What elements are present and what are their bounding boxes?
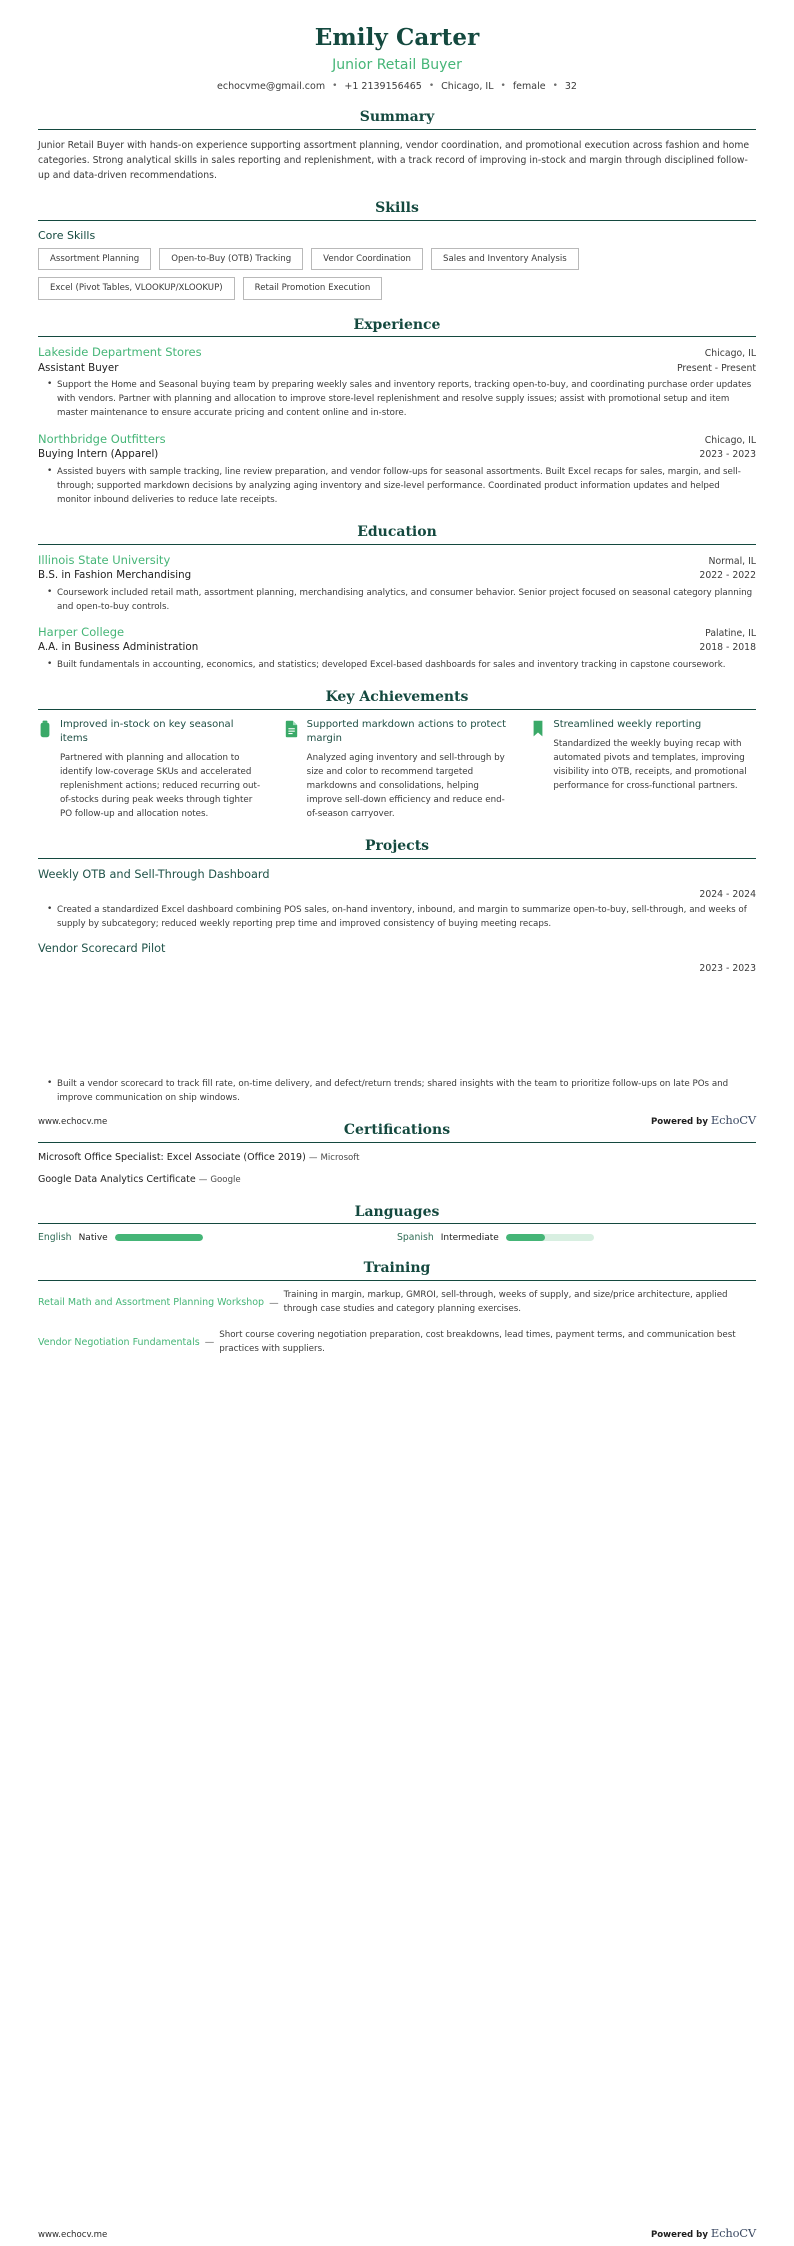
language-item	[397, 1232, 756, 1243]
footer-powered-by-label: Powered by	[650, 2230, 708, 2240]
experience-location: Chicago, IL	[704, 348, 756, 360]
battery-icon	[38, 720, 52, 738]
experience-location: Chicago, IL	[704, 434, 756, 446]
education-institution: Illinois State University	[38, 552, 171, 567]
achievement-title: Streamlined weekly reporting	[553, 718, 702, 730]
project-bullet-list	[38, 1077, 756, 1105]
experience-role: Assistant Buyer	[38, 361, 119, 374]
training-item	[38, 1329, 756, 1357]
candidate-name: Emily Carter	[314, 24, 480, 51]
section-divider	[38, 336, 756, 337]
language-proficiency-bar	[506, 1234, 594, 1241]
project-bullet: • Created a standardized Excel dashboard combining POS sales, on-hand inventory, inbound, and margin to summarize open-to-buy, sell-through, and weeks of supply by subcategory; reduced weekly reporting prep time and improved consistency of buying meeting recaps.	[49, 903, 756, 931]
contact-line	[38, 81, 756, 92]
training-dash: —	[269, 1297, 279, 1309]
section-divider	[38, 1280, 756, 1281]
achievement-item	[285, 718, 510, 822]
education-entry	[38, 553, 756, 614]
project-title: Weekly OTB and Sell-Through Dashboard	[38, 868, 270, 882]
certification-item	[38, 1173, 756, 1186]
skills-group-title: Core Skills	[38, 228, 96, 242]
section-title-projects: Projects	[364, 838, 430, 855]
section-divider	[38, 1223, 756, 1224]
training-description: Training in margin, markup, GMROI, sell-through, weeks of supply, and size/price architecture, applied through case studies and category planning exercises.	[283, 1290, 728, 1315]
education-location: Palatine, IL	[705, 627, 756, 639]
training-description: Short course covering negotiation preparation, cost breakdowns, lead times, payment terms, and communication best practices with suppliers.	[219, 1329, 736, 1354]
project-entry	[38, 941, 756, 1105]
education-degree: B.S. in Fashion Merchandising	[38, 569, 192, 582]
page-footer	[38, 2226, 756, 2240]
section-title-summary: Summary	[359, 108, 435, 125]
education-bullet-list	[38, 658, 756, 672]
training-item	[38, 1289, 756, 1317]
certification-name: Microsoft Office Specialist: Excel Associate (Office 2019)	[38, 1151, 306, 1163]
contact-email[interactable]: echocvme@gmail.com	[217, 80, 326, 92]
experience-entry	[38, 345, 756, 420]
experience-organization: Lakeside Department Stores	[38, 345, 202, 360]
section-title-achievements: Key Achievements	[325, 688, 469, 705]
project-bullet: • Built a vendor scorecard to track fill rate, on-time delivery, and defect/return trends; shared insights with the team to prioritize follow-ups on late POs and improve communication on ship windows.	[49, 1077, 756, 1105]
footer-website[interactable]: www.echocv.me	[38, 2230, 108, 2240]
section-title-experience: Experience	[353, 316, 441, 333]
contact-gender: female	[512, 80, 546, 92]
footer-brand-name: EchoCV	[710, 1113, 756, 1127]
experience-bullet: • Support the Home and Seasonal buying team by preparing weekly sales and inventory reports, tracking open-to-buy, and coordinating purchase order updates with vendors. Partner with planning and allocation to improve store-level replenishment and resolve supply issues; assist with promotional setup and item master maintenance to ensure accurate pricing and content online and in-store.	[49, 378, 756, 420]
certification-dash: —	[308, 1152, 318, 1163]
section-title-skills: Skills	[375, 199, 419, 216]
footer-website[interactable]: www.echocv.me	[38, 1117, 108, 1127]
section-languages	[38, 1204, 756, 1244]
section-divider	[38, 1142, 756, 1143]
language-name: English	[38, 1232, 72, 1244]
section-divider	[38, 220, 756, 221]
project-dates: 2024 - 2024	[699, 888, 756, 900]
section-divider	[38, 129, 756, 130]
section-key-achievements	[38, 689, 756, 822]
resume-header	[38, 0, 756, 92]
contact-separator-icon: •	[552, 81, 558, 92]
footer-branding	[651, 2226, 756, 2240]
experience-dates: Present - Present	[676, 362, 756, 374]
achievement-title: Improved in-stock on key seasonal items	[60, 718, 234, 744]
section-divider	[38, 858, 756, 859]
certification-issuer: Microsoft	[320, 1152, 360, 1163]
achievement-list	[38, 718, 756, 822]
skill-chip[interactable]: Sales and Inventory Analysis	[431, 248, 579, 270]
education-location: Normal, IL	[708, 555, 756, 567]
page-break-spacer	[38, 974, 756, 1074]
section-education	[38, 524, 756, 672]
achievement-item	[38, 718, 263, 822]
certification-dash: —	[198, 1175, 208, 1186]
candidate-title: Junior Retail Buyer	[332, 56, 462, 73]
education-bullet-list	[38, 586, 756, 614]
bookmark-icon	[531, 720, 545, 738]
skill-chip[interactable]: Retail Promotion Execution	[243, 277, 383, 299]
project-bullet-list	[38, 903, 756, 931]
achievement-item	[531, 718, 756, 794]
section-projects	[38, 838, 756, 1105]
section-title-certifications: Certifications	[343, 1122, 451, 1139]
section-experience	[38, 317, 756, 507]
section-title-education: Education	[357, 523, 437, 540]
skill-chip[interactable]: Excel (Pivot Tables, VLOOKUP/XLOOKUP)	[38, 277, 235, 299]
language-name: Spanish	[397, 1232, 434, 1244]
section-title-languages: Languages	[354, 1203, 440, 1220]
education-bullet: • Built fundamentals in accounting, economics, and statistics; developed Excel-based dashboards for sales and inventory tracking in capstone coursework.	[49, 658, 756, 672]
section-divider	[38, 709, 756, 710]
language-proficiency-bar	[115, 1234, 203, 1241]
footer-powered-by-label: Powered by	[650, 1117, 708, 1127]
summary-text: Junior Retail Buyer with hands-on experience supporting assortment planning, vendor coordination, and promotional execution across fashion and home categories. Strong analytical skills in sales reporting and replenishment, with a track record of improving in-stock and margin through disciplined follow-up and data-driven recommendations.	[38, 139, 750, 181]
training-dash: —	[204, 1337, 215, 1349]
skill-chip[interactable]: Assortment Planning	[38, 248, 151, 270]
contact-separator-icon: •	[332, 81, 338, 92]
education-dates: 2018 - 2018	[699, 642, 756, 654]
experience-dates: 2023 - 2023	[699, 449, 756, 461]
experience-organization: Northbridge Outfitters	[38, 431, 166, 446]
achievement-title: Supported markdown actions to protect margin	[306, 718, 507, 744]
project-entry	[38, 867, 756, 931]
section-summary	[38, 109, 756, 183]
project-title: Vendor Scorecard Pilot	[38, 942, 166, 956]
education-institution: Harper College	[38, 624, 125, 639]
skill-chip[interactable]: Open-to-Buy (OTB) Tracking	[159, 248, 303, 270]
achievement-description: Analyzed aging inventory and sell-through by size and color to recommend targeted markdowns and consolidations, helping improve sell-down efficiency and reduce end-of-season carryover.	[306, 752, 505, 820]
certification-item	[38, 1151, 756, 1164]
certification-issuer: Google	[210, 1175, 241, 1186]
section-title-training: Training	[363, 1260, 431, 1277]
footer-brand-name: EchoCV	[710, 2226, 756, 2240]
achievement-description: Partnered with planning and allocation to identify low-coverage SKUs and accelerated replenishment actions; reduced recurring out-of-stocks during peak weeks through tighter PO follow-up and allocation notes.	[60, 752, 261, 820]
education-entry	[38, 625, 756, 672]
section-divider	[38, 544, 756, 545]
section-certifications	[38, 1122, 756, 1186]
contact-phone[interactable]: +1 2139156465	[344, 80, 422, 92]
experience-bullet-list	[38, 378, 756, 420]
experience-bullet-list	[38, 465, 756, 507]
skill-chip[interactable]: Vendor Coordination	[311, 248, 423, 270]
contact-location: Chicago, IL	[441, 80, 494, 92]
document-icon	[285, 720, 299, 738]
experience-role: Buying Intern (Apparel)	[38, 448, 159, 461]
project-dates: 2023 - 2023	[699, 962, 756, 974]
education-dates: 2022 - 2022	[699, 570, 756, 582]
education-degree: A.A. in Business Administration	[38, 641, 199, 654]
language-item	[38, 1232, 397, 1243]
section-training	[38, 1260, 756, 1356]
language-list	[38, 1232, 756, 1243]
contact-age: 32	[564, 80, 577, 92]
contact-separator-icon: •	[500, 81, 506, 92]
training-name: Retail Math and Assortment Planning Workshop	[38, 1297, 265, 1309]
footer-branding	[651, 1113, 756, 1127]
page-footer	[38, 1113, 756, 1127]
contact-separator-icon: •	[428, 81, 435, 92]
certification-name: Google Data Analytics Certificate	[38, 1174, 196, 1186]
experience-bullet: • Assisted buyers with sample tracking, line review preparation, and vendor follow-ups for seasonal assortments. Built Excel recaps for sales, margin, and sell-through; supported markdown decisions by analyzing aging inventory and size-level performance. Coordinated product information updates and helped monitor inbound deliveries to reduce late receipts.	[49, 465, 756, 507]
skill-chip-list	[38, 248, 756, 300]
training-name: Vendor Negotiation Fundamentals	[38, 1337, 200, 1349]
achievement-description: Standardized the weekly buying recap with automated pivots and templates, improving visibility into OTB, receipts, and promotional performance for cross-functional partners.	[553, 738, 747, 791]
experience-entry	[38, 432, 756, 507]
education-bullet: • Coursework included retail math, assortment planning, merchandising analytics, and consumer behavior. Senior project focused on seasonal category planning and open-to-buy controls.	[49, 586, 756, 614]
section-skills	[38, 200, 756, 300]
language-level: Native	[78, 1232, 108, 1243]
language-level: Intermediate	[440, 1232, 499, 1243]
